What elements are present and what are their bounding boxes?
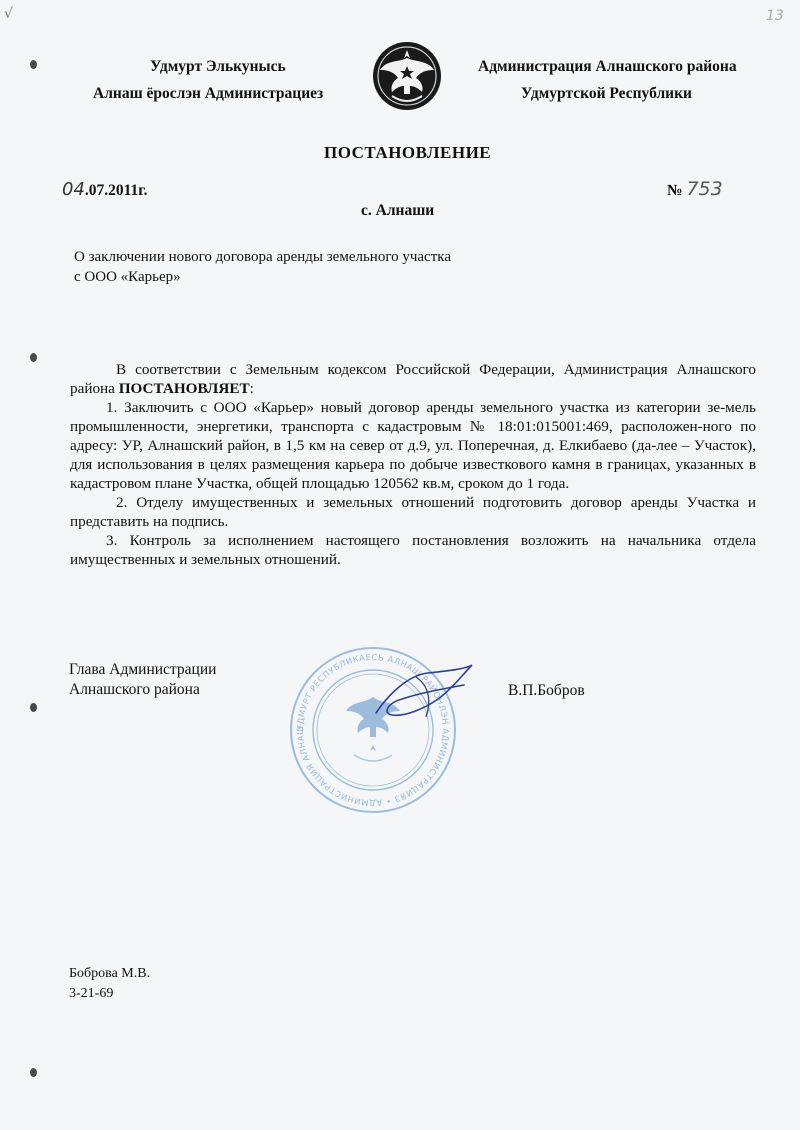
signatory-name: В.П.Бобров <box>508 682 585 699</box>
header-right-line2: Удмуртской Республики <box>521 85 692 102</box>
svg-text:УДМУРТ РЕСПУБЛИКАЕСЬ АЛНАШ РАЙ: УДМУРТ РЕСПУБЛИКАЕСЬ АЛНАШ РАЙОНЛЭН АДМИНИСТРАЦИЯЗ • АДМИНИСТРАЦИЯ АЛНАШ <box>294 651 452 809</box>
punch-hole <box>30 703 37 712</box>
number-sign: № <box>667 182 683 199</box>
body-item-2: 2. Отделу имущественных и земельных отношений подготовить договор аренды Участка и представить на подпись. <box>70 494 756 530</box>
corner-check-mark: √ <box>4 6 13 22</box>
handwritten-signature-icon <box>368 655 478 735</box>
body-item-1: 1. Заключить с ООО «Карьер» новый договор аренды земельного участка из категории зе-мель промышленности, энергетики, транспорта с кадастровым № 18:01:015001:469, расположен-ного по адресу: УР, Алнашский район, в 1,5 км на север от д.9, ул. Поперечная, д. Елкибаево (да-лее – Участок), для использования в целях размещения карьера по добыче известкового камня в границах, указанных в кадастровом плане Участка, общей площадью 120562 кв.м, сроком до 1 года. <box>70 399 756 492</box>
punch-hole <box>30 353 37 362</box>
position-line2: Алнашского района <box>69 681 200 698</box>
document-subject: О заключении нового договора аренды земельного участка с ООО «Карьер» <box>74 249 451 285</box>
udmurt-coat-of-arms-icon <box>372 40 442 112</box>
header-left-line1: Удмурт Элькунысь <box>150 58 286 75</box>
header-left-line2: Алнаш ёрослэн Администрациез <box>93 85 324 102</box>
punch-hole <box>30 60 37 69</box>
intro-colon: : <box>249 380 254 397</box>
position-line1: Глава Администрации <box>69 661 217 678</box>
document-title: ПОСТАНОВЛЕНИЕ <box>324 143 492 162</box>
date-printed: .07.2011г. <box>84 182 148 199</box>
header-right-line1: Администрация Алнашского района <box>478 58 737 75</box>
footer-author: Боброва М.В. <box>69 966 151 981</box>
footer-phone: 3-21-69 <box>69 986 114 1001</box>
document-body <box>70 360 756 569</box>
number-handwritten: 753 <box>686 178 723 200</box>
punch-hole <box>30 1068 37 1077</box>
document-number <box>667 178 723 200</box>
corner-page-number: 13 <box>766 8 784 24</box>
intro-text: В соответствии с Земельным кодексом Российской Федерации, Администрация Алнашского района <box>70 361 756 397</box>
intro-resolves: ПОСТАНОВЛЯЕТ <box>118 380 250 397</box>
document-place: с. Алнаши <box>361 202 435 219</box>
document-date <box>62 179 147 200</box>
body-intro <box>70 360 756 398</box>
date-handwritten-day: 04 <box>62 179 85 200</box>
body-item-3: 3. Контроль за исполнением настоящего постановления возложить на начальника отдела имущественных и земельных отношений. <box>70 532 756 568</box>
signatory-position <box>69 660 216 700</box>
